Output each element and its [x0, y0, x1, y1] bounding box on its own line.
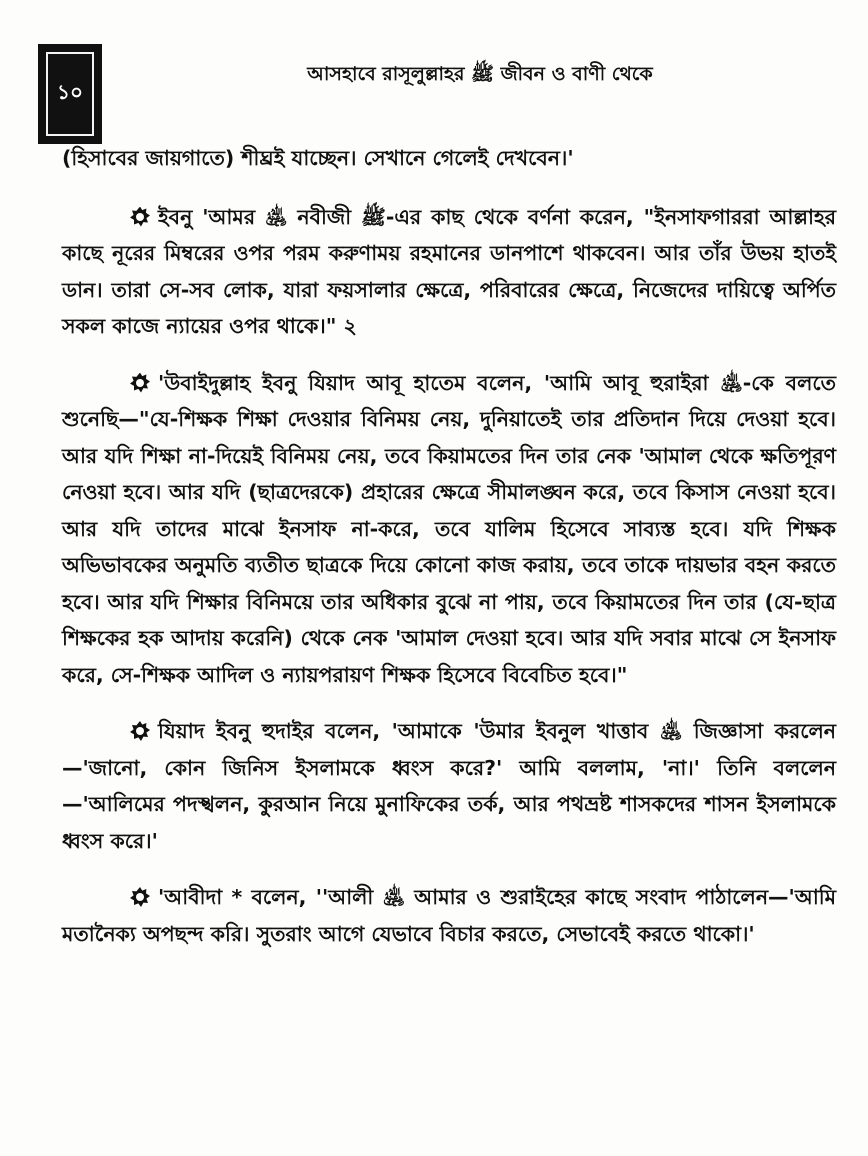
flower-bullet-icon: [130, 207, 150, 227]
body-text: [62, 140, 836, 972]
paragraph-ubaidullah: [62, 365, 836, 694]
paragraph-abida: [62, 879, 836, 952]
paragraph-ziyad: [62, 713, 836, 859]
paragraph-continued: [62, 140, 836, 177]
flower-bullet-icon: [130, 373, 150, 393]
paragraph-text: ইবনু 'আমর ﵁ নবীজী ﷺ-এর কাছ থেকে বর্ণনা করেন, "ইনসাফগাররা আল্লাহর কাছে নূরের মিম্বরের ওপর পরম করুণাময় রহমানের ডানপাশে থাকবেন। আর তাঁর উভয় হাতই ডান। তারা সে-সব লোক, যারা ফয়সালার ক্ষেত্রে, পরিবারের ক্ষেত্রে, নিজেদের দায়িত্বে অর্পিত সকল কাজে ন্যায়ের ওপর থাকে।" ২: [62, 204, 836, 338]
paragraph-text: 'উবাইদুল্লাহ ইবনু যিয়াদ আবূ হাতেম বলেন, 'আমি আবূ হুরাইরা ﵁-কে বলতে শুনেছি—"যে-শিক্ষক শিক্ষা দেওয়ার বিনিময় নেয়, দুনিয়াতেই তার প্রতিদান দিয়ে দেওয়া হবে। আর যদি শিক্ষা না-দিয়েই বিনিময় নেয়, তবে কিয়ামতের দিন তার নেক 'আমাল থেকে ক্ষতিপূরণ নেওয়া হবে। আর যদি (ছাত্রদেরকে) প্রহারের ক্ষেত্রে সীমালঙ্ঘন করে, তবে কিসাস নেওয়া হবে। আর যদি তাদের মাঝে ইনসাফ না-করে, তবে যালিম হিসেবে সাব্যস্ত হবে। যদি শিক্ষক অভিভাবকের অনুমতি ব্যতীত ছাত্রকে দিয়ে কোনো কাজ করায়, তবে তাকে দায়ভার বহন করতে হবে। আর যদি শিক্ষার বিনিময়ে তার অধিকার বুঝে না পায়, তবে কিয়ামতের দিন তার (যে-ছাত্র শিক্ষকের হক আদায় করেনি) থেকে নেক 'আমাল দেওয়া হবে। আর যদি সবার মাঝে সে ইনসাফ করে, সে-শিক্ষক আদিল ও ন্যায়পরায়ণ শিক্ষক হিসেবে বিবেচিত হবে।": [62, 370, 836, 687]
running-title: আসহাবে রাসূলুল্লাহর ﷺ জীবন ও বাণী থেকে: [307, 63, 653, 85]
page-number: ১০: [46, 52, 94, 136]
paragraph-ibn-amr: [62, 199, 836, 345]
page-number-box: [38, 44, 102, 144]
paragraph-text: যিয়াদ ইবনু হুদাইর বলেন, 'আমাকে 'উমার ইবনুল খাত্তাব ﵁ জিজ্ঞাসা করলেন—'জানো, কোন জিনিস ইসলামকে ধ্বংস করে?' আমি বললাম, 'না।' তিনি বললেন—'আলিমের পদস্খলন, কুরআন নিয়ে মুনাফিকের তর্ক, আর পথভ্রষ্ট শাসকদের শাসন ইসলামকে ধ্বংস করে।': [62, 719, 836, 853]
flower-bullet-icon: [130, 887, 150, 907]
flower-bullet-icon: [130, 721, 150, 741]
paragraph-text: 'আবীদা * বলেন, ''আলী ﵁ আমার ও শুরাইহের কাছে সংবাদ পাঠালেন—'আমি মতানৈক্য অপছন্দ করি। সুতরাং আগে যেভাবে বিচার করতে, সেভাবেই করতে থাকো।': [62, 885, 836, 946]
paragraph-text: (হিসাবের জায়গাতে) শীঘ্রই যাচ্ছেন। সেখানে গেলেই দেখবেন।': [62, 146, 574, 170]
